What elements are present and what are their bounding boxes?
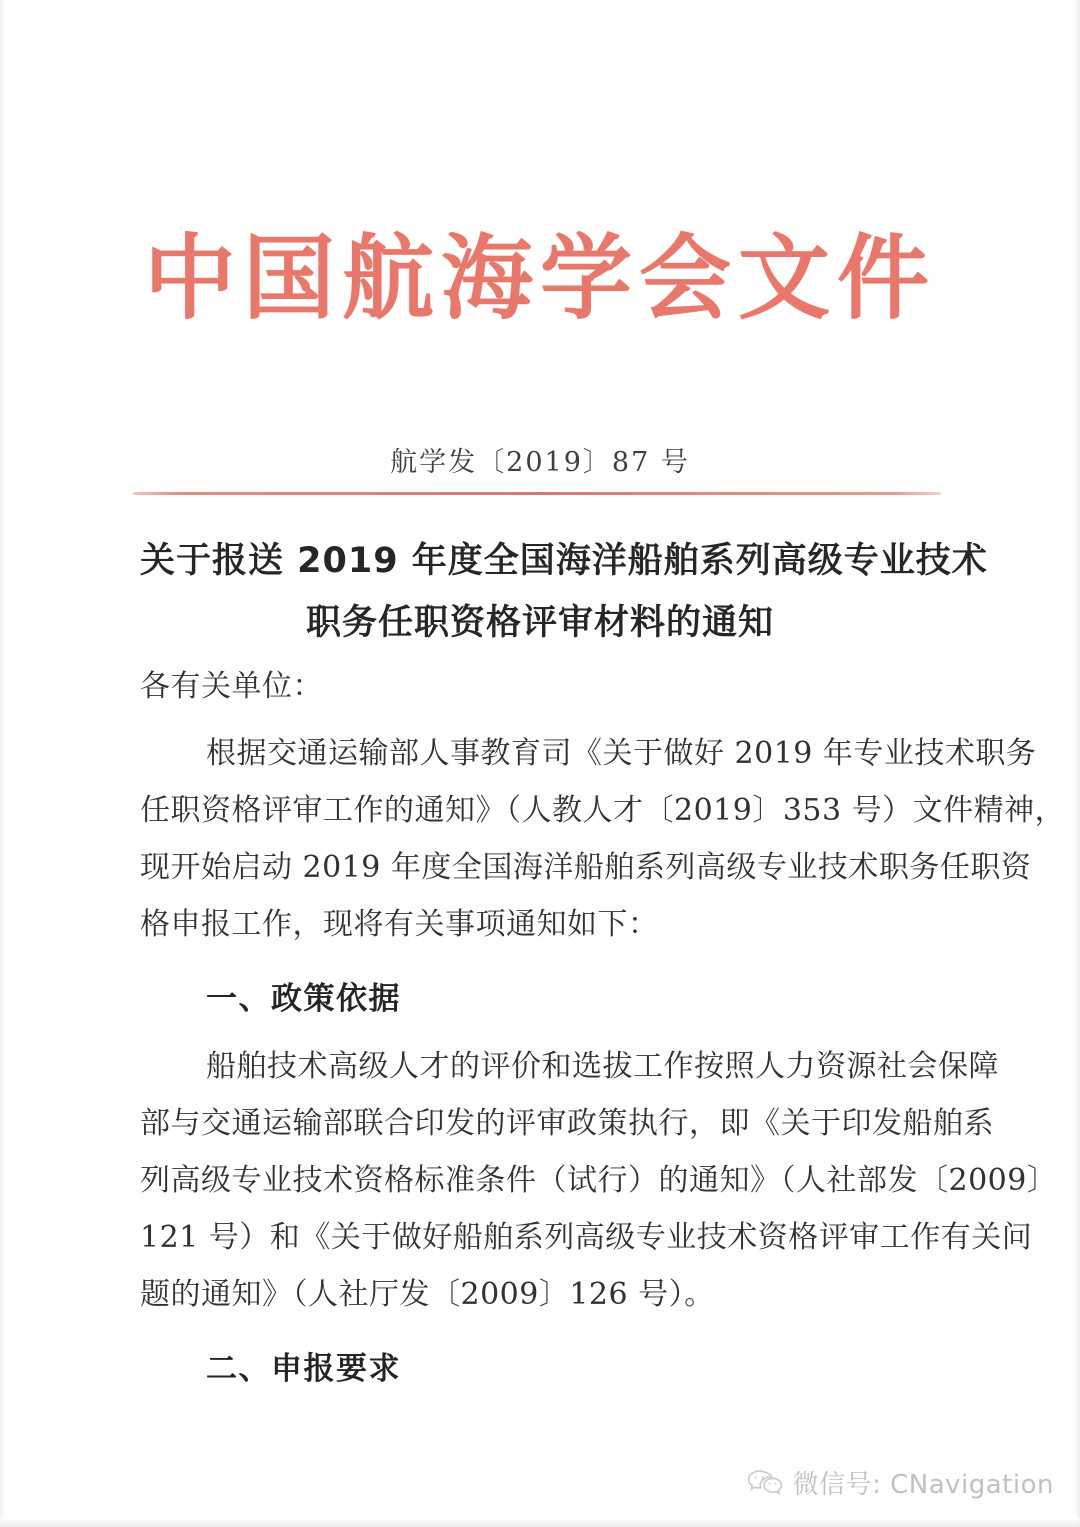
intro-line-4: 格申报工作，现将有关事项通知如下： [140,907,659,942]
wechat-icon [746,1468,784,1498]
spacer [140,1323,945,1341]
wechat-watermark [746,1464,1054,1501]
document-serial-number: 航学发〔2019〕87 号 [390,447,690,478]
section-1-line-2: 部与交通运输部联合印发的评审政策执行，即《关于印发船舶系 [140,1106,994,1141]
spacer [140,953,945,971]
intro-line-2: 任职资格评审工作的通知》（人教人才〔2019〕353 号）文件精神， [140,793,1066,828]
document-title-line-1: 关于报送 2019 年度全国海洋船舶系列高级专业技术 [140,541,988,581]
intro-line-1: 根据交通运输部人事教育司《关于做好 2019 年专业技术职务 [206,736,1037,771]
document-title [140,530,988,654]
salutation: 各有关单位： [140,669,323,704]
section-heading-2: 二、申报要求 [206,1351,401,1387]
section-1-line-4: 121 号）和《关于做好船舶系列高级专业技术资格评审工作有关问 [140,1220,1033,1255]
section-1-line-5: 题的通知》（人社厅发〔2009〕126 号）。 [140,1277,715,1312]
spacer [140,1028,945,1038]
masthead [0,224,1080,332]
section-1-line-1: 船舶技术高级人才的评价和选拔工作按照人力资源社会保障 [206,1049,999,1084]
section-1-line-3: 列高级专业技术资格标准条件（试行）的通知》（人社部发〔2009〕 [140,1163,1058,1198]
wechat-account-text: 微信号: CNavigation [792,1470,1054,1500]
section-heading-1: 一、政策依据 [206,981,401,1017]
document-body [140,658,1066,1398]
masthead-title: 中国航海学会文件 [143,224,936,332]
red-separator-rule [133,492,941,495]
document-title-line-2: 职务任职资格评审材料的通知 [305,603,774,643]
intro-line-3: 现开始启动 2019 年度全国海洋船舶系列高级专业技术职务任职资 [140,850,1032,885]
scan-edge-bottom [0,1517,1080,1527]
spacer [140,715,945,725]
